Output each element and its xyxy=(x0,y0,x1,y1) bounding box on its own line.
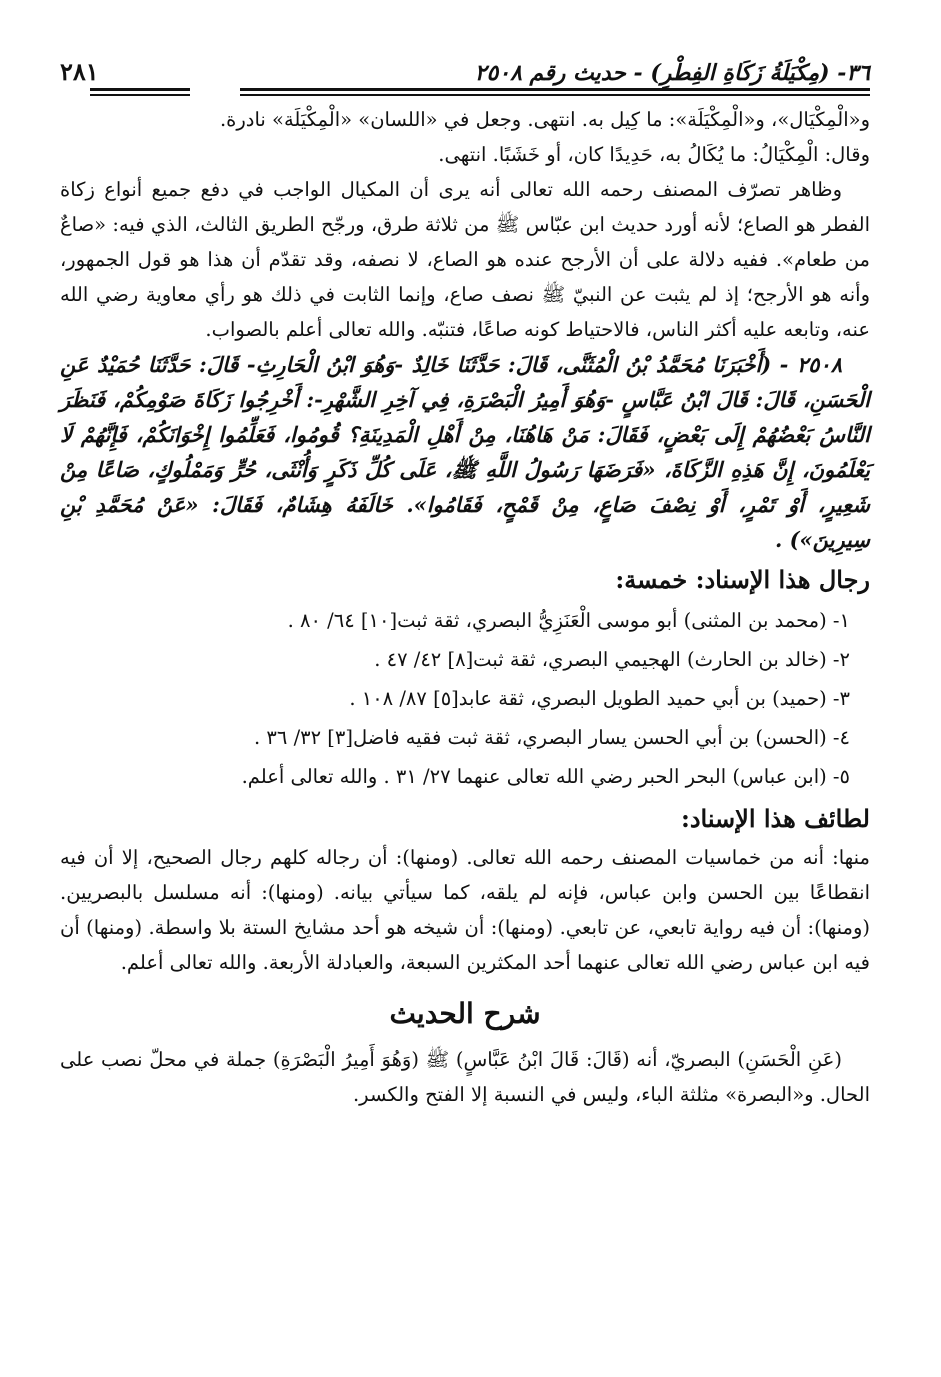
book-page xyxy=(60,50,870,1112)
commentary-heading: شرح الحديث xyxy=(389,997,541,1030)
subtleties-heading: لطائف هذا الإسناد: xyxy=(680,804,870,833)
page-header xyxy=(60,50,870,86)
running-title: ٣٦- (مِكْيَلَةُ زَكَاةِ الفِطْرِ) - حديث رقم ٢٥٠٨ xyxy=(474,60,870,86)
page-number: ٢٨١ xyxy=(60,57,99,86)
paragraph-3: وظاهر تصرّف المصنف رحمه الله تعالى أنه يرى أن المكيال الواجب في دفع جميع أنواع زكاة الفطر هو الصاع؛ لأنه أورد حديث ابن عبّاس ﷺ من ثلاثة طرق، ورجّح الطريق الثالث، الذي فيه: «صاعٌ من طعام». ففيه دلالة على أن الأرجح عنده هو الصاع، لا نصفه، وقد تقدّم أن هذا هو قول الجمهور، وأنه هو الأرجح؛ إذ لم يثبت عن النبيّ ﷺ نصف صاع، وإنما الثابت في ذلك هو رأي معاوية رضي الله عنه، وتابعه عليه أكثر الناس، فالاحتياط كونه صاعًا، فتنبّه. والله تعالى أعلم بالصواب. xyxy=(60,178,870,341)
narrator-item: ٣- (حميد) بن أبي حميد الطويل البصري، ثقة عابد[٥] ٨٧/ ١٠٨ . xyxy=(349,687,850,710)
narrators-heading: رجال هذا الإسناد: خمسة: xyxy=(615,565,870,594)
narrators-list xyxy=(60,601,870,796)
header-rule xyxy=(60,88,870,102)
subtleties-text: منها: أنه من خماسيات المصنف رحمه الله تعالى. (ومنها): أن رجاله كلهم رجال الصحيح، إلا أن فيه انقطاعًا بين الحسن وابن عباس، فإنه لم يلقه، كما سيأتي بيانه. (ومنها): أنه مسلسل بالبصريين. (ومنها): أن فيه رواية تابعي، عن تابعي. (ومنها): أن شيخه هو أحد مشايخ الستة بلا واسطة. (ومنها) أن فيه ابن عباس رضي الله تعالى عنهما أحد المكثرين السبعة، والعبادلة الأربعة. والله تعالى أعلم. xyxy=(60,846,870,974)
hadith-text: ٢٥٠٨ - (أَخْبَرَنَا مُحَمَّدُ بْنُ الْمُثَنَّى، قَالَ: حَدَّثَنَا خَالِدٌ -وَهُوَ ابْنُ الْحَارِثِ- قَالَ: حَدَّثَنَا حُمَيْدٌ عَنِ الْحَسَنِ، قَالَ: قَالَ ابْنُ عَبَّاسٍ -وَهُوَ أَمِيرُ الْبَصْرَةِ، فِي آخِرِ الشَّهْرِ-: أَخْرِجُوا زَكَاةَ صَوْمِكُمْ، فَنَظَرَ النَّاسُ بَعْضُهُمْ إِلَى بَعْضٍ، فَقَالَ: مَنْ هَاهُنَا، مِنْ أَهْلِ الْمَدِينَةِ؟ قُومُوا، فَعَلِّمُوا إِخْوَانَكُمْ، فَإِنَّهُمْ لَا يَعْلَمُونَ، إِنَّ هَذِهِ الزَّكَاةَ، «فَرَضَهَا رَسُولُ اللَّهِ ﷺ، عَلَى كُلِّ ذَكَرٍ وَأُنْثَى، حُرٍّ وَمَمْلُوكٍ، صَاعًا مِنْ شَعِيرٍ، أَوْ تَمْرٍ، أَوْ نِصْفَ صَاعٍ، مِنْ قَمْحٍ، فَقَامُوا». خَالَفَهُ هِشَامٌ، فَقَالَ: «عَنْ مُحَمَّدِ بْنِ سِيرِينَ») . xyxy=(60,352,870,552)
narrator-item: ١- (محمد بن المثنى) أبو موسى الْعَنَزِيُّ البصري، ثقة ثبت[١٠] ٦٤/ ٨٠ . xyxy=(287,609,850,632)
commentary-text: (عَنِ الْحَسَنِ) البصريّ، أنه (قَالَ: قَالَ ابْنُ عَبَّاسٍ) ﷺ (وَهُوَ أَمِيرُ الْبَصْرَةِ) جملة في محلّ نصب على الحال. و«البصرة» مثلثة الباء، وليس في النسبة إلا الفتح والكسر. xyxy=(60,1048,870,1106)
paragraph-2: وقال: الْمِكْيَالُ: ما يُكَالُ به، حَدِيدًا كان، أو خَشَبًا. انتهى. xyxy=(438,143,870,166)
paragraph-1: و«الْمِكْيَال»، و«الْمِكْيَلَة»: ما كِيل به. انتهى. وجعل في «اللسان» «الْمِكْيَلَة» نادرة. xyxy=(219,108,870,131)
narrator-item: ٤- (الحسن) بن أبي الحسن يسار البصري، ثقة ثبت فقيه فاضل[٣] ٣٢/ ٣٦ . xyxy=(254,726,850,749)
narrator-item: ٥- (ابن عباس) البحر الحبر رضي الله تعالى عنهما ٢٧/ ٣١ . والله تعالى أعلم. xyxy=(241,765,850,788)
narrator-item: ٢- (خالد بن الحارث) الهجيمي البصري، ثقة ثبت[٨] ٤٢/ ٤٧ . xyxy=(374,648,850,671)
